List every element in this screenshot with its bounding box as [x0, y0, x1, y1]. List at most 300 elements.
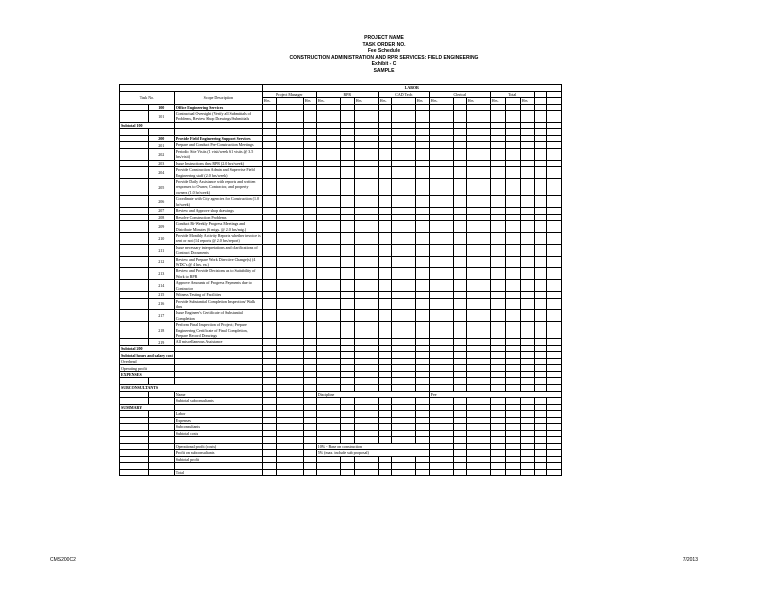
fee-heading: Fee [429, 391, 561, 398]
cell [316, 148, 340, 160]
cell [262, 111, 276, 123]
cell [466, 268, 490, 280]
cell [520, 148, 534, 160]
cell [378, 221, 391, 233]
cell [546, 221, 561, 233]
cell [354, 310, 378, 322]
cell [262, 298, 276, 310]
group-heading: Clerical [429, 91, 490, 98]
task-number: 206 [148, 196, 174, 208]
cell [466, 148, 490, 160]
cell [534, 167, 546, 179]
cell [466, 244, 490, 256]
cell [429, 232, 453, 244]
cell [120, 322, 149, 339]
cell [303, 280, 316, 292]
cell [520, 322, 534, 339]
cell [316, 179, 340, 196]
cell [303, 256, 316, 268]
summary-label: Subtotal costs [174, 430, 262, 437]
cell [429, 196, 453, 208]
scope-heading: Scope Description [174, 91, 262, 104]
cell [120, 232, 149, 244]
cell [429, 256, 453, 268]
cell [546, 111, 561, 123]
summary-label: Subtotal profit [174, 456, 262, 463]
cell [391, 244, 415, 256]
summary-item-row [120, 469, 562, 476]
cell [340, 148, 354, 160]
cell [520, 232, 534, 244]
cell [316, 232, 340, 244]
cell [415, 310, 429, 322]
summary-label: Expenses [174, 417, 262, 424]
cell [429, 244, 453, 256]
fee-schedule-table [119, 84, 562, 476]
cell [262, 244, 276, 256]
task-number: 207 [148, 208, 174, 215]
cell [340, 179, 354, 196]
cell [316, 280, 340, 292]
cell [429, 268, 453, 280]
cell [316, 310, 340, 322]
cell [505, 244, 520, 256]
section-label: SUMMARY [120, 404, 175, 411]
task-number: 202 [148, 148, 174, 160]
task-number: 200 [148, 135, 174, 142]
cell [316, 298, 340, 310]
cell [340, 196, 354, 208]
cell [391, 322, 415, 339]
cell [262, 167, 276, 179]
task-number: 212 [148, 256, 174, 268]
cell [354, 221, 378, 233]
header-line: Exhibit - C [371, 61, 397, 68]
cell [415, 232, 429, 244]
cell [262, 268, 276, 280]
cell [276, 310, 303, 322]
header-line: SAMPLE [373, 67, 395, 74]
task-description: Provide Substantial Completion Inspection/ Walk thru [174, 298, 262, 310]
cell [303, 221, 316, 233]
cell [415, 167, 429, 179]
cell [490, 148, 505, 160]
cell [378, 167, 391, 179]
cell [120, 179, 149, 196]
cell [276, 167, 303, 179]
cell [546, 167, 561, 179]
task-number: 203 [148, 160, 174, 167]
cell [453, 244, 466, 256]
cell [340, 232, 354, 244]
cell [276, 469, 303, 476]
cell [415, 280, 429, 292]
cell [391, 256, 415, 268]
cell [466, 111, 490, 123]
cell [262, 232, 276, 244]
cell [505, 148, 520, 160]
cell [262, 310, 276, 322]
cell [354, 179, 378, 196]
cell [453, 232, 466, 244]
cell [415, 322, 429, 339]
cell [505, 111, 520, 123]
task-number: 213 [148, 268, 174, 280]
hours-heading: Hrs [466, 98, 490, 105]
cell [453, 322, 466, 339]
cell [316, 111, 340, 123]
cell [429, 280, 453, 292]
name-heading: Name [174, 391, 262, 398]
cell [276, 148, 303, 160]
cell [534, 196, 546, 208]
cell [303, 322, 316, 339]
cell [262, 221, 276, 233]
document-header [0, 35, 768, 75]
cell [490, 221, 505, 233]
cell [303, 111, 316, 123]
cell [303, 148, 316, 160]
cell [303, 167, 316, 179]
task-number: 201 [148, 142, 174, 149]
cell [466, 232, 490, 244]
cell [354, 232, 378, 244]
cell [453, 111, 466, 123]
cell [354, 148, 378, 160]
cell [505, 256, 520, 268]
discipline-heading: Discipline [316, 391, 429, 398]
cell [466, 221, 490, 233]
subtotal-subconsultants-label: Subtotal subconsultants [174, 398, 262, 405]
cell [546, 310, 561, 322]
task-description: Review and Prepare Work Directive Change(s) (4 WDC's @ 4 hrs. ea.) [174, 256, 262, 268]
cell [534, 469, 546, 476]
task-description: Resolve Construction Problems [174, 214, 262, 221]
cell [429, 469, 453, 476]
cell [120, 256, 149, 268]
cell [262, 256, 276, 268]
cell [505, 268, 520, 280]
cell [378, 196, 391, 208]
cell [391, 232, 415, 244]
footer-form-code: CMS200C2 [50, 557, 76, 563]
cell [490, 298, 505, 310]
task-description: Coordinate with City agencies for Construction (1.0 hr/week) [174, 196, 262, 208]
cell [429, 322, 453, 339]
cell [120, 298, 149, 310]
cell [466, 167, 490, 179]
cell [490, 310, 505, 322]
cell [520, 310, 534, 322]
cell [453, 298, 466, 310]
cell [520, 111, 534, 123]
cell [490, 268, 505, 280]
cell [276, 298, 303, 310]
subtotal-label: Subtotal 100 [120, 122, 175, 129]
cell [520, 221, 534, 233]
cell [520, 196, 534, 208]
cell [453, 196, 466, 208]
cell [378, 322, 391, 339]
task-number: 100 [148, 104, 174, 111]
cell [391, 469, 415, 476]
cell [415, 268, 429, 280]
cell [505, 322, 520, 339]
section-label: SUBCONSULTANTS [120, 384, 263, 391]
summary-note: 10% - Base on construction [316, 443, 429, 450]
task-number: 215 [148, 292, 174, 299]
cell [520, 179, 534, 196]
cell [520, 256, 534, 268]
section-label: Operating profit [120, 365, 175, 372]
task-number: 217 [148, 310, 174, 322]
summary-label: Subconsultants [174, 424, 262, 431]
cell [505, 280, 520, 292]
task-no-heading: Task No. [120, 91, 175, 104]
cell [354, 256, 378, 268]
cell [262, 148, 276, 160]
cell [534, 179, 546, 196]
cell [534, 280, 546, 292]
cell [429, 148, 453, 160]
cell [466, 298, 490, 310]
cell [316, 167, 340, 179]
summary-label: Total [174, 469, 262, 476]
cell [546, 179, 561, 196]
header-line: CONSTRUCTION ADMINISTRATION AND RPR SERVICES: FIELD ENGINEERING [289, 54, 479, 61]
header-line: TASK ORDER NO. [362, 41, 406, 48]
cell [429, 310, 453, 322]
cell [391, 196, 415, 208]
cell [303, 268, 316, 280]
cell [120, 111, 149, 123]
cell [354, 298, 378, 310]
task-number: 218 [148, 322, 174, 339]
cell [534, 111, 546, 123]
cell [391, 111, 415, 123]
cell [276, 232, 303, 244]
cell [453, 179, 466, 196]
cell [534, 244, 546, 256]
cell [391, 310, 415, 322]
cell [276, 111, 303, 123]
cell [453, 167, 466, 179]
task-number: 204 [148, 167, 174, 179]
task-description: Issue necessary interpretations and clarifications of Contract Documents [174, 244, 262, 256]
task-description: Witness Testing of Facilities [174, 292, 262, 299]
section-label: EXPENSES [120, 371, 175, 378]
cell [490, 232, 505, 244]
cell [316, 322, 340, 339]
task-description: Provide Daily Assistance with reports and written responses to Owner, Contractor, and property owners (1.0 hr/week) [174, 179, 262, 196]
cell [534, 221, 546, 233]
cell [262, 280, 276, 292]
cell [490, 322, 505, 339]
cell [276, 256, 303, 268]
cell [490, 469, 505, 476]
cell [303, 310, 316, 322]
cell [453, 310, 466, 322]
cell [505, 167, 520, 179]
cell [429, 167, 453, 179]
cell [303, 298, 316, 310]
cell [120, 167, 149, 179]
cell [466, 322, 490, 339]
task-description: Office Engineering Services [174, 104, 262, 111]
cell [520, 244, 534, 256]
cell [262, 179, 276, 196]
cell [120, 268, 149, 280]
cell [453, 148, 466, 160]
cell [354, 322, 378, 339]
cell [378, 232, 391, 244]
cell [391, 298, 415, 310]
cell [340, 244, 354, 256]
cell [378, 244, 391, 256]
cell [546, 196, 561, 208]
cell [546, 256, 561, 268]
task-description: Issue Instructions thru RPR (2.0 hrs/week) [174, 160, 262, 167]
cell [378, 469, 391, 476]
cell [534, 256, 546, 268]
cell [453, 280, 466, 292]
task-description: Periodic Site Visits (1 visit/week 61 visits @ 3.5 hrs/visit) [174, 148, 262, 160]
cell [520, 280, 534, 292]
cell [354, 280, 378, 292]
cell [466, 469, 490, 476]
cell [429, 111, 453, 123]
cell [378, 268, 391, 280]
task-description: Conduct Bi-Weekly Progress Meetings and Distribute Minutes (6 mtgs. @ 2.0 hrs/mtg.) [174, 221, 262, 233]
cell [120, 280, 149, 292]
cell [546, 322, 561, 339]
group-heading: RPR [316, 91, 378, 98]
cell [378, 111, 391, 123]
task-number: 205 [148, 179, 174, 196]
cell [520, 298, 534, 310]
cell [415, 244, 429, 256]
cell [276, 244, 303, 256]
cell [546, 244, 561, 256]
task-description: Provide Field Engineering Support Services [174, 135, 262, 142]
cell [340, 268, 354, 280]
subtotal-label: Subtotal hours and salary cost [121, 352, 173, 358]
cell [120, 148, 149, 160]
cell [415, 221, 429, 233]
cell [520, 469, 534, 476]
task-number: 211 [148, 244, 174, 256]
cell [453, 221, 466, 233]
task-number: 208 [148, 214, 174, 221]
cell [546, 298, 561, 310]
task-description: All miscellaneous Assistance [174, 339, 262, 346]
summary-label: Labor [174, 411, 262, 418]
cell [276, 179, 303, 196]
cell [276, 268, 303, 280]
task-description: Perform Final Inspection of Project; Prepare Engineering Certificate of Final Completion, Prepare Record Drawings [174, 322, 262, 339]
cell [316, 221, 340, 233]
cell [262, 469, 276, 476]
cell [378, 256, 391, 268]
cell [505, 469, 520, 476]
task-number: 101 [148, 111, 174, 123]
cell [466, 280, 490, 292]
cell [340, 310, 354, 322]
cell [415, 196, 429, 208]
cell [391, 221, 415, 233]
cell [520, 167, 534, 179]
cell [340, 322, 354, 339]
cell [303, 469, 316, 476]
cell [534, 310, 546, 322]
cell [505, 196, 520, 208]
group-heading: Total [490, 91, 534, 98]
cell [120, 196, 149, 208]
cell [429, 221, 453, 233]
cell [490, 179, 505, 196]
header-line: PROJECT NAME [364, 35, 404, 41]
task-number: 214 [148, 280, 174, 292]
hours-heading: Hrs. [262, 98, 276, 105]
cell [316, 268, 340, 280]
cell [303, 244, 316, 256]
cell [534, 232, 546, 244]
task-description: Review and Approve shop drawings [174, 208, 262, 215]
cell [391, 268, 415, 280]
cell [505, 179, 520, 196]
cell [340, 469, 354, 476]
hours-heading: Hrs [303, 98, 316, 105]
cell [466, 196, 490, 208]
cell [303, 232, 316, 244]
cell [415, 256, 429, 268]
cell [276, 280, 303, 292]
cell [429, 298, 453, 310]
cell [391, 179, 415, 196]
task-number: 216 [148, 298, 174, 310]
cell [534, 322, 546, 339]
cell [354, 111, 378, 123]
cell [391, 280, 415, 292]
cell [276, 221, 303, 233]
cell [148, 469, 174, 476]
cell [120, 310, 149, 322]
cell [466, 256, 490, 268]
cell [303, 179, 316, 196]
task-description: Provide Monthly Activity Reports whether invoice is sent or not (14 reports @ 2.0 hrs/report) [175, 232, 261, 244]
cell [378, 148, 391, 160]
cell [415, 111, 429, 123]
cell [354, 196, 378, 208]
cell [354, 244, 378, 256]
cell [534, 268, 546, 280]
task-number: 210 [148, 232, 174, 244]
cell [316, 196, 340, 208]
cell [378, 179, 391, 196]
hours-heading: Hrs. [429, 98, 453, 105]
cell [546, 280, 561, 292]
hours-heading: Hrs [415, 98, 429, 105]
cell [316, 256, 340, 268]
cell [316, 469, 340, 476]
cell [490, 280, 505, 292]
cell [316, 244, 340, 256]
group-heading: Project Manager [262, 91, 316, 98]
cell [303, 196, 316, 208]
cell [340, 167, 354, 179]
summary-label: Profit on subconsultants [174, 450, 262, 457]
cell [534, 148, 546, 160]
